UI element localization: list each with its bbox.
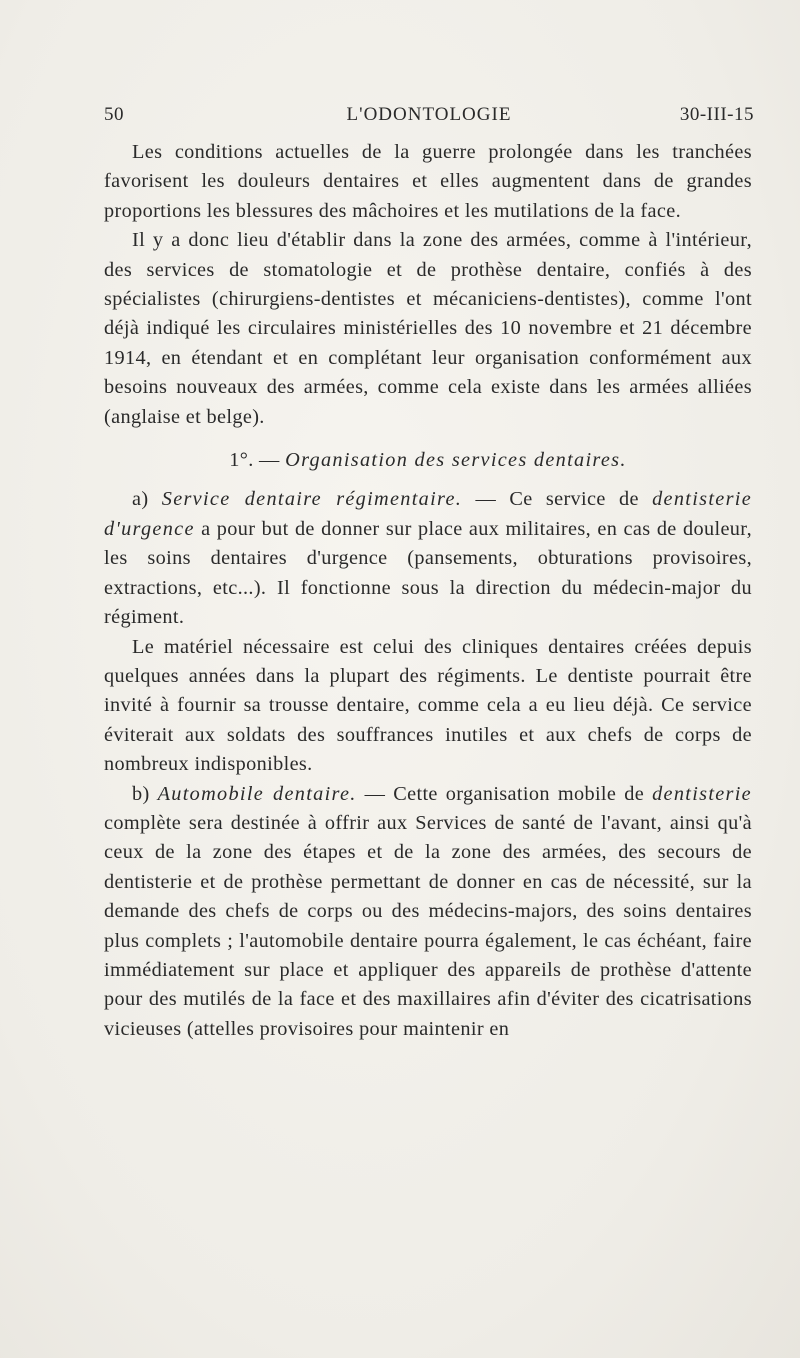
paragraph-regimental	[104, 485, 752, 632]
page-number: 50	[104, 104, 124, 125]
section-title: Organisation des services dentaires.	[285, 449, 627, 472]
item-label-a: a)	[132, 488, 149, 511]
item-label-b: b)	[132, 782, 150, 805]
paragraph-intro: Les conditions actuelles de la guerre prolongée dans les tranchées favorisent les douleurs dentaires et elles augmentent dans de grandes proportions les blessures des mâchoires et les mutilations de la face.	[104, 141, 752, 222]
item-term-b: dentisterie	[652, 782, 752, 805]
running-header	[104, 104, 754, 132]
paragraph-services: Il y a donc lieu d'établir dans la zone des armées, comme à l'intérieur, des services de stomatologie et de prothèse dentaire, confiés à des spécialistes (chirurgiens-dentistes et mécaniciens-dentistes), comme l'ont déjà indiqué les circulaires ministérielles des 10 novembre et 21 décembre 1914, en étendant et en complétant leur organisation conformément aux besoins nouveaux des armées, comme cela existe dans les armées alliées (anglaise et belge).	[104, 229, 752, 428]
item-title-a: Service dentaire régimentaire.	[161, 488, 463, 511]
item-text-a1: — Ce service de	[462, 488, 653, 511]
item-text-a2: a pour but de donner sur place aux militaires, en cas de douleur, les soins dentaires d'urgence (pansements, obturations provisoires, extractions, etc...). Il fonctionne sous la direction du médecin-major du régiment.	[104, 517, 752, 629]
item-text-b2: complète sera destinée à offrir aux Services de santé de l'avant, ainsi qu'à ceux de la zone des étapes et de la zone des armées, des secours de dentisterie et de prothèse permettant de donner en cas de nécessité, sur la demande des chefs de corps ou des médecins-majors, des soins dentaires plus complets ; l'automobile dentaire pourra également, le cas échéant, faire immédiatement sur place et appliquer des appareils de prothèse d'attente pour des mutilés de la face et des maxillaires afin d'éviter des cicatrisations vicieuses (attelles provisoires pour maintenir en	[104, 811, 752, 1040]
section-number: 1°. —	[229, 449, 280, 472]
section-heading	[104, 446, 752, 475]
journal-title: L'ODONTOLOGIE	[346, 104, 512, 125]
issue-date: 30-III-15	[679, 104, 754, 125]
item-title-b: Automobile dentaire.	[157, 782, 357, 805]
item-term-a: dentisterie d'urgence	[104, 488, 753, 540]
paragraph-automobile	[104, 780, 752, 1045]
item-text-b1: — Cette organisation mobile de	[356, 782, 653, 805]
paragraph-materiel: Le matériel nécessaire est celui des cliniques dentaires créées depuis quelques années dans la plupart des régiments. Le dentiste pourrait être invité à fournir sa trousse dentaire, comme cela a eu lieu déjà. Ce service éviterait aux soldats des souffrances inutiles et aux chefs de corps de nombreux indisponibles.	[104, 635, 752, 776]
article-body	[104, 138, 752, 1044]
